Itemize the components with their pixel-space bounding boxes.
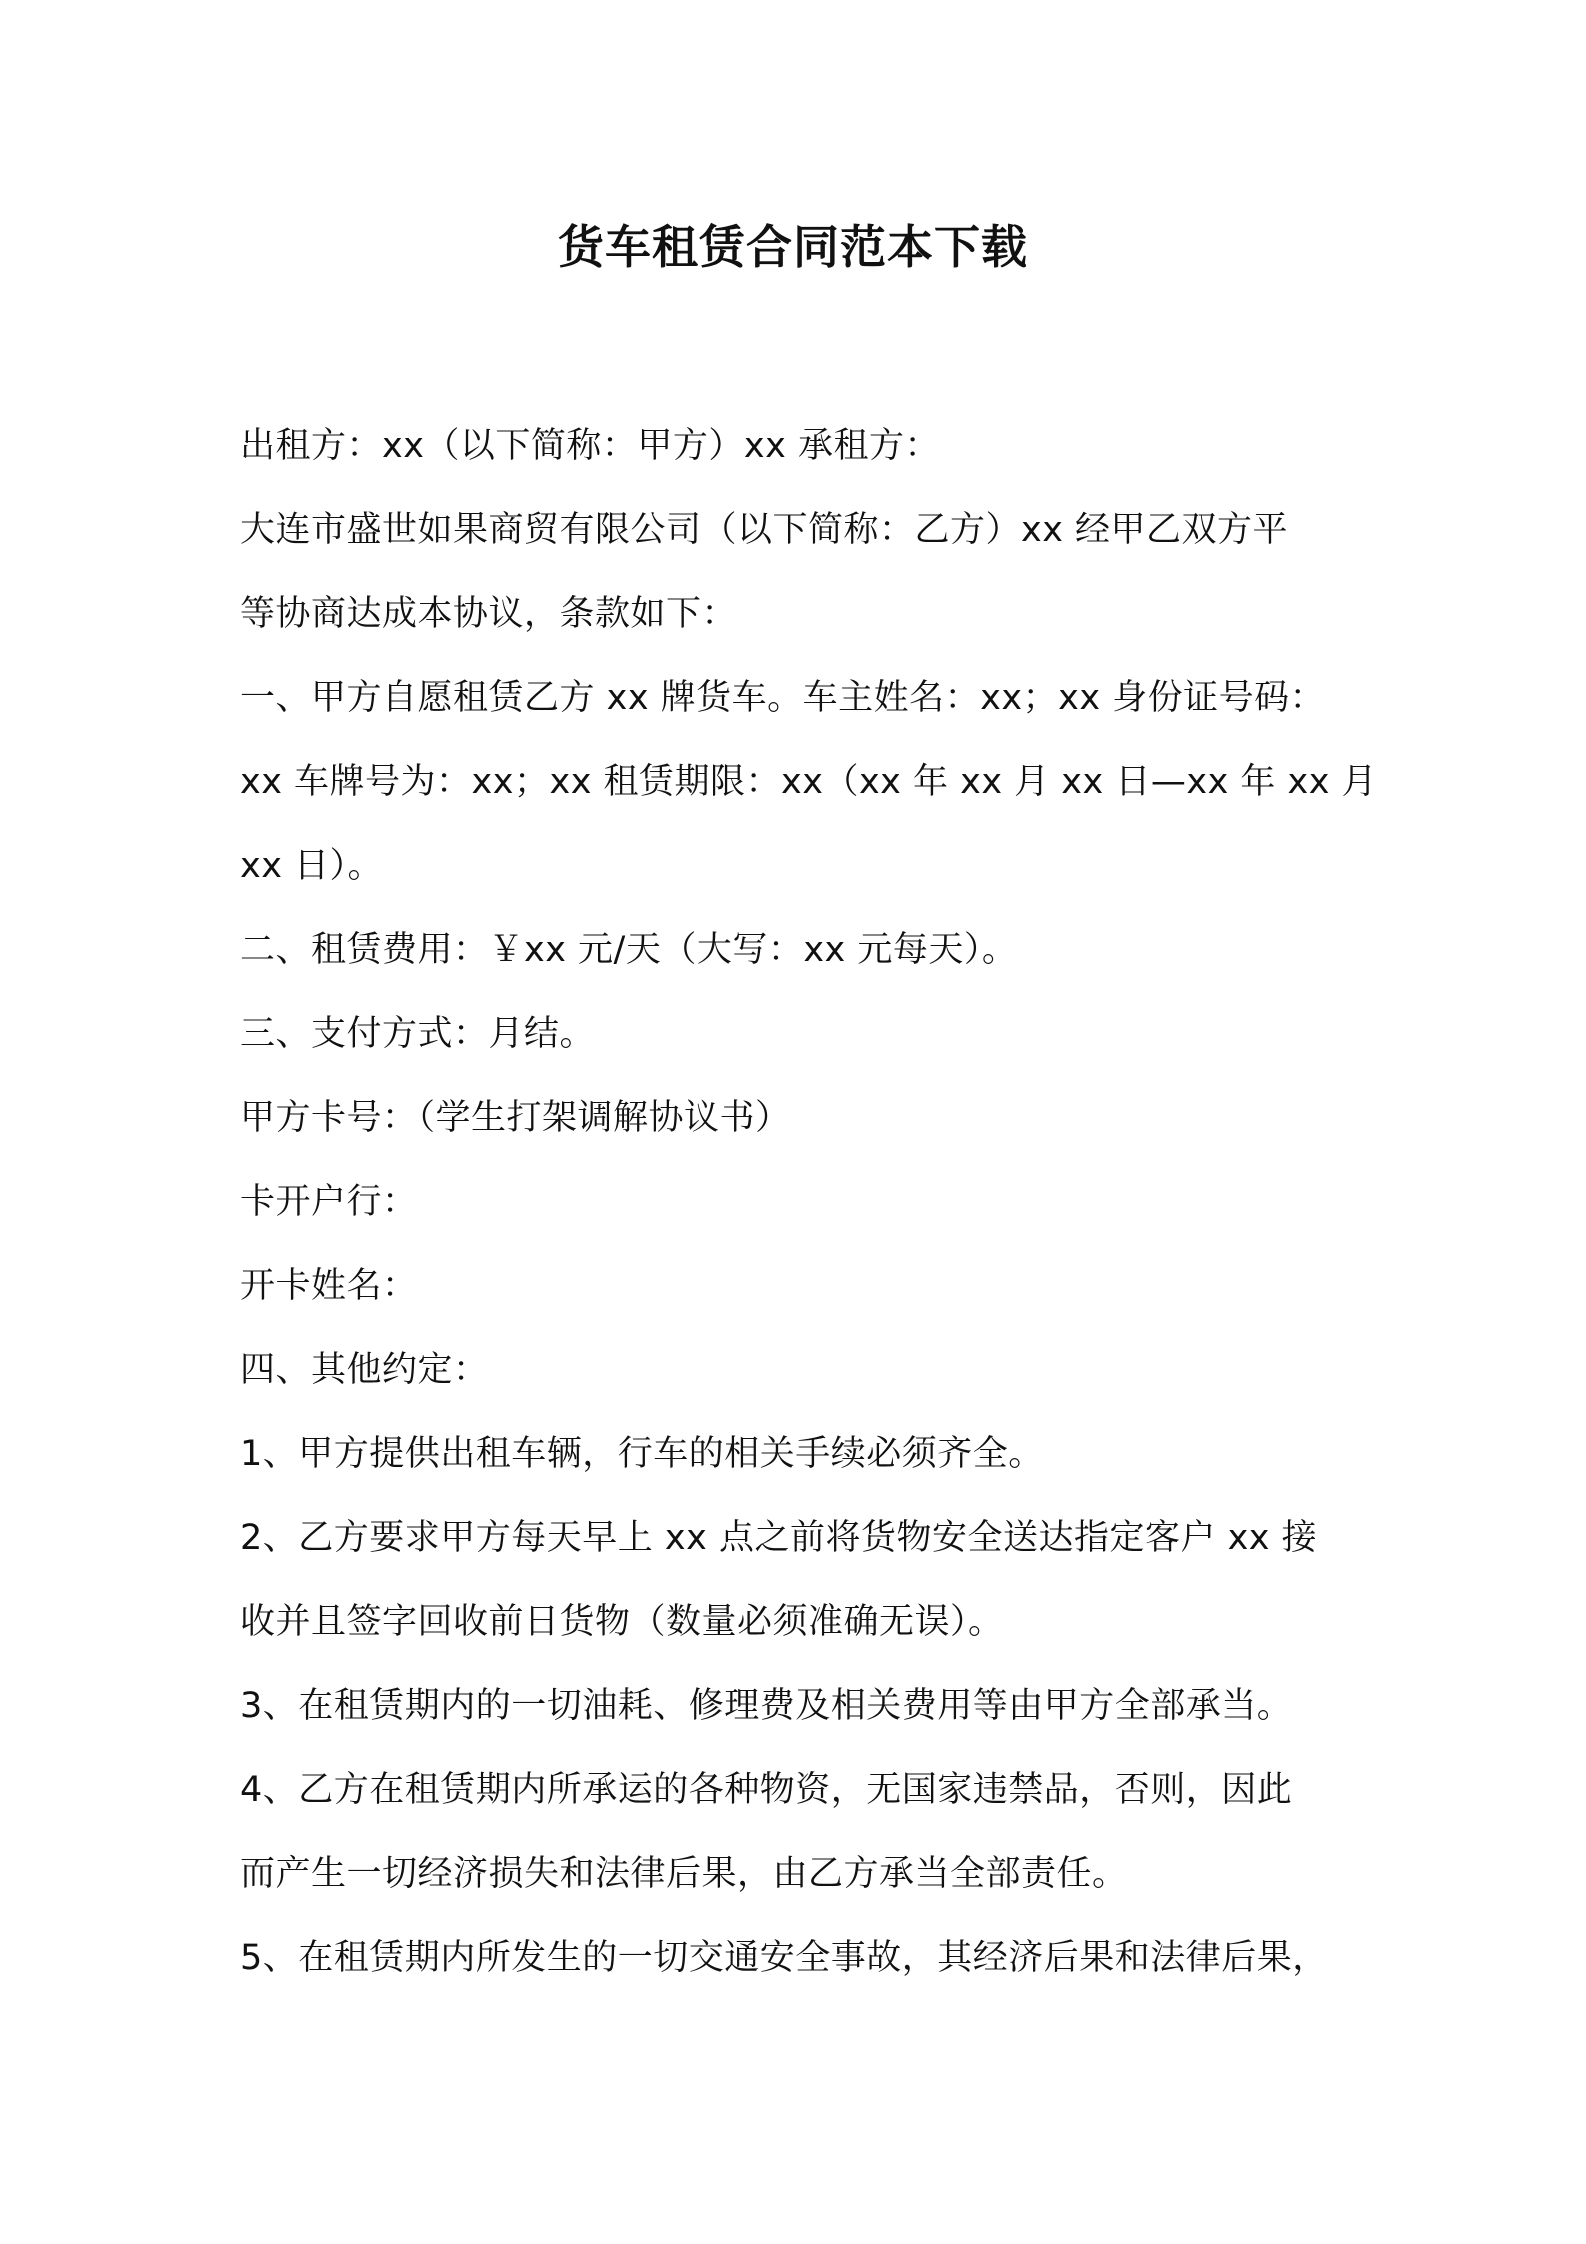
text-line: 1、甲方提供出租车辆，行车的相关手续必须齐全。 bbox=[240, 1434, 1044, 1474]
text-line: xx 车牌号为：xx；xx 租赁期限：xx（xx 年 xx 月 xx 日—xx 年 xx 月 bbox=[240, 762, 1378, 802]
document-body bbox=[240, 404, 1378, 2000]
text-line: 收并且签字回收前日货物（数量必须准确无误）。 bbox=[240, 1602, 1004, 1642]
text-line: 卡开户行： bbox=[240, 1182, 418, 1222]
text-line: 三、支付方式：月结。 bbox=[240, 1014, 596, 1054]
text-line: 2、乙方要求甲方每天早上 xx 点之前将货物安全送达指定客户 xx 接 bbox=[240, 1518, 1318, 1558]
text-line: 3、在租赁期内的一切油耗、修理费及相关费用等由甲方全部承当。 bbox=[240, 1686, 1293, 1726]
text-line: xx 日）。 bbox=[240, 846, 384, 886]
text-line: 而产生一切经济损失和法律后果，由乙方承当全部责任。 bbox=[240, 1854, 1128, 1894]
text-line: 一、甲方自愿租赁乙方 xx 牌货车。车主姓名：xx；xx 身份证号码： bbox=[240, 678, 1326, 718]
text-line: 大连市盛世如果商贸有限公司（以下简称：乙方）xx 经甲乙双方平 bbox=[240, 510, 1289, 550]
text-line: 5、在租赁期内所发生的一切交通安全事故，其经济后果和法律后果， bbox=[240, 1938, 1328, 1978]
text-line: 出租方：xx（以下简称：甲方）xx 承租方： bbox=[240, 426, 940, 466]
text-line: 四、其他约定： bbox=[240, 1350, 489, 1390]
text-line: 4、乙方在租赁期内所承运的各种物资，无国家违禁品，否则，因此 bbox=[240, 1770, 1293, 1810]
text-line: 甲方卡号：（学生打架调解协议书） bbox=[240, 1098, 791, 1138]
text-line: 等协商达成本协议，条款如下： bbox=[240, 594, 738, 634]
document-title: 货车租赁合同范本下载 bbox=[558, 220, 1028, 274]
text-line: 开卡姓名： bbox=[240, 1266, 418, 1306]
text-line: 二、租赁费用：￥xx 元/天（大写：xx 元每天）。 bbox=[240, 930, 1018, 970]
